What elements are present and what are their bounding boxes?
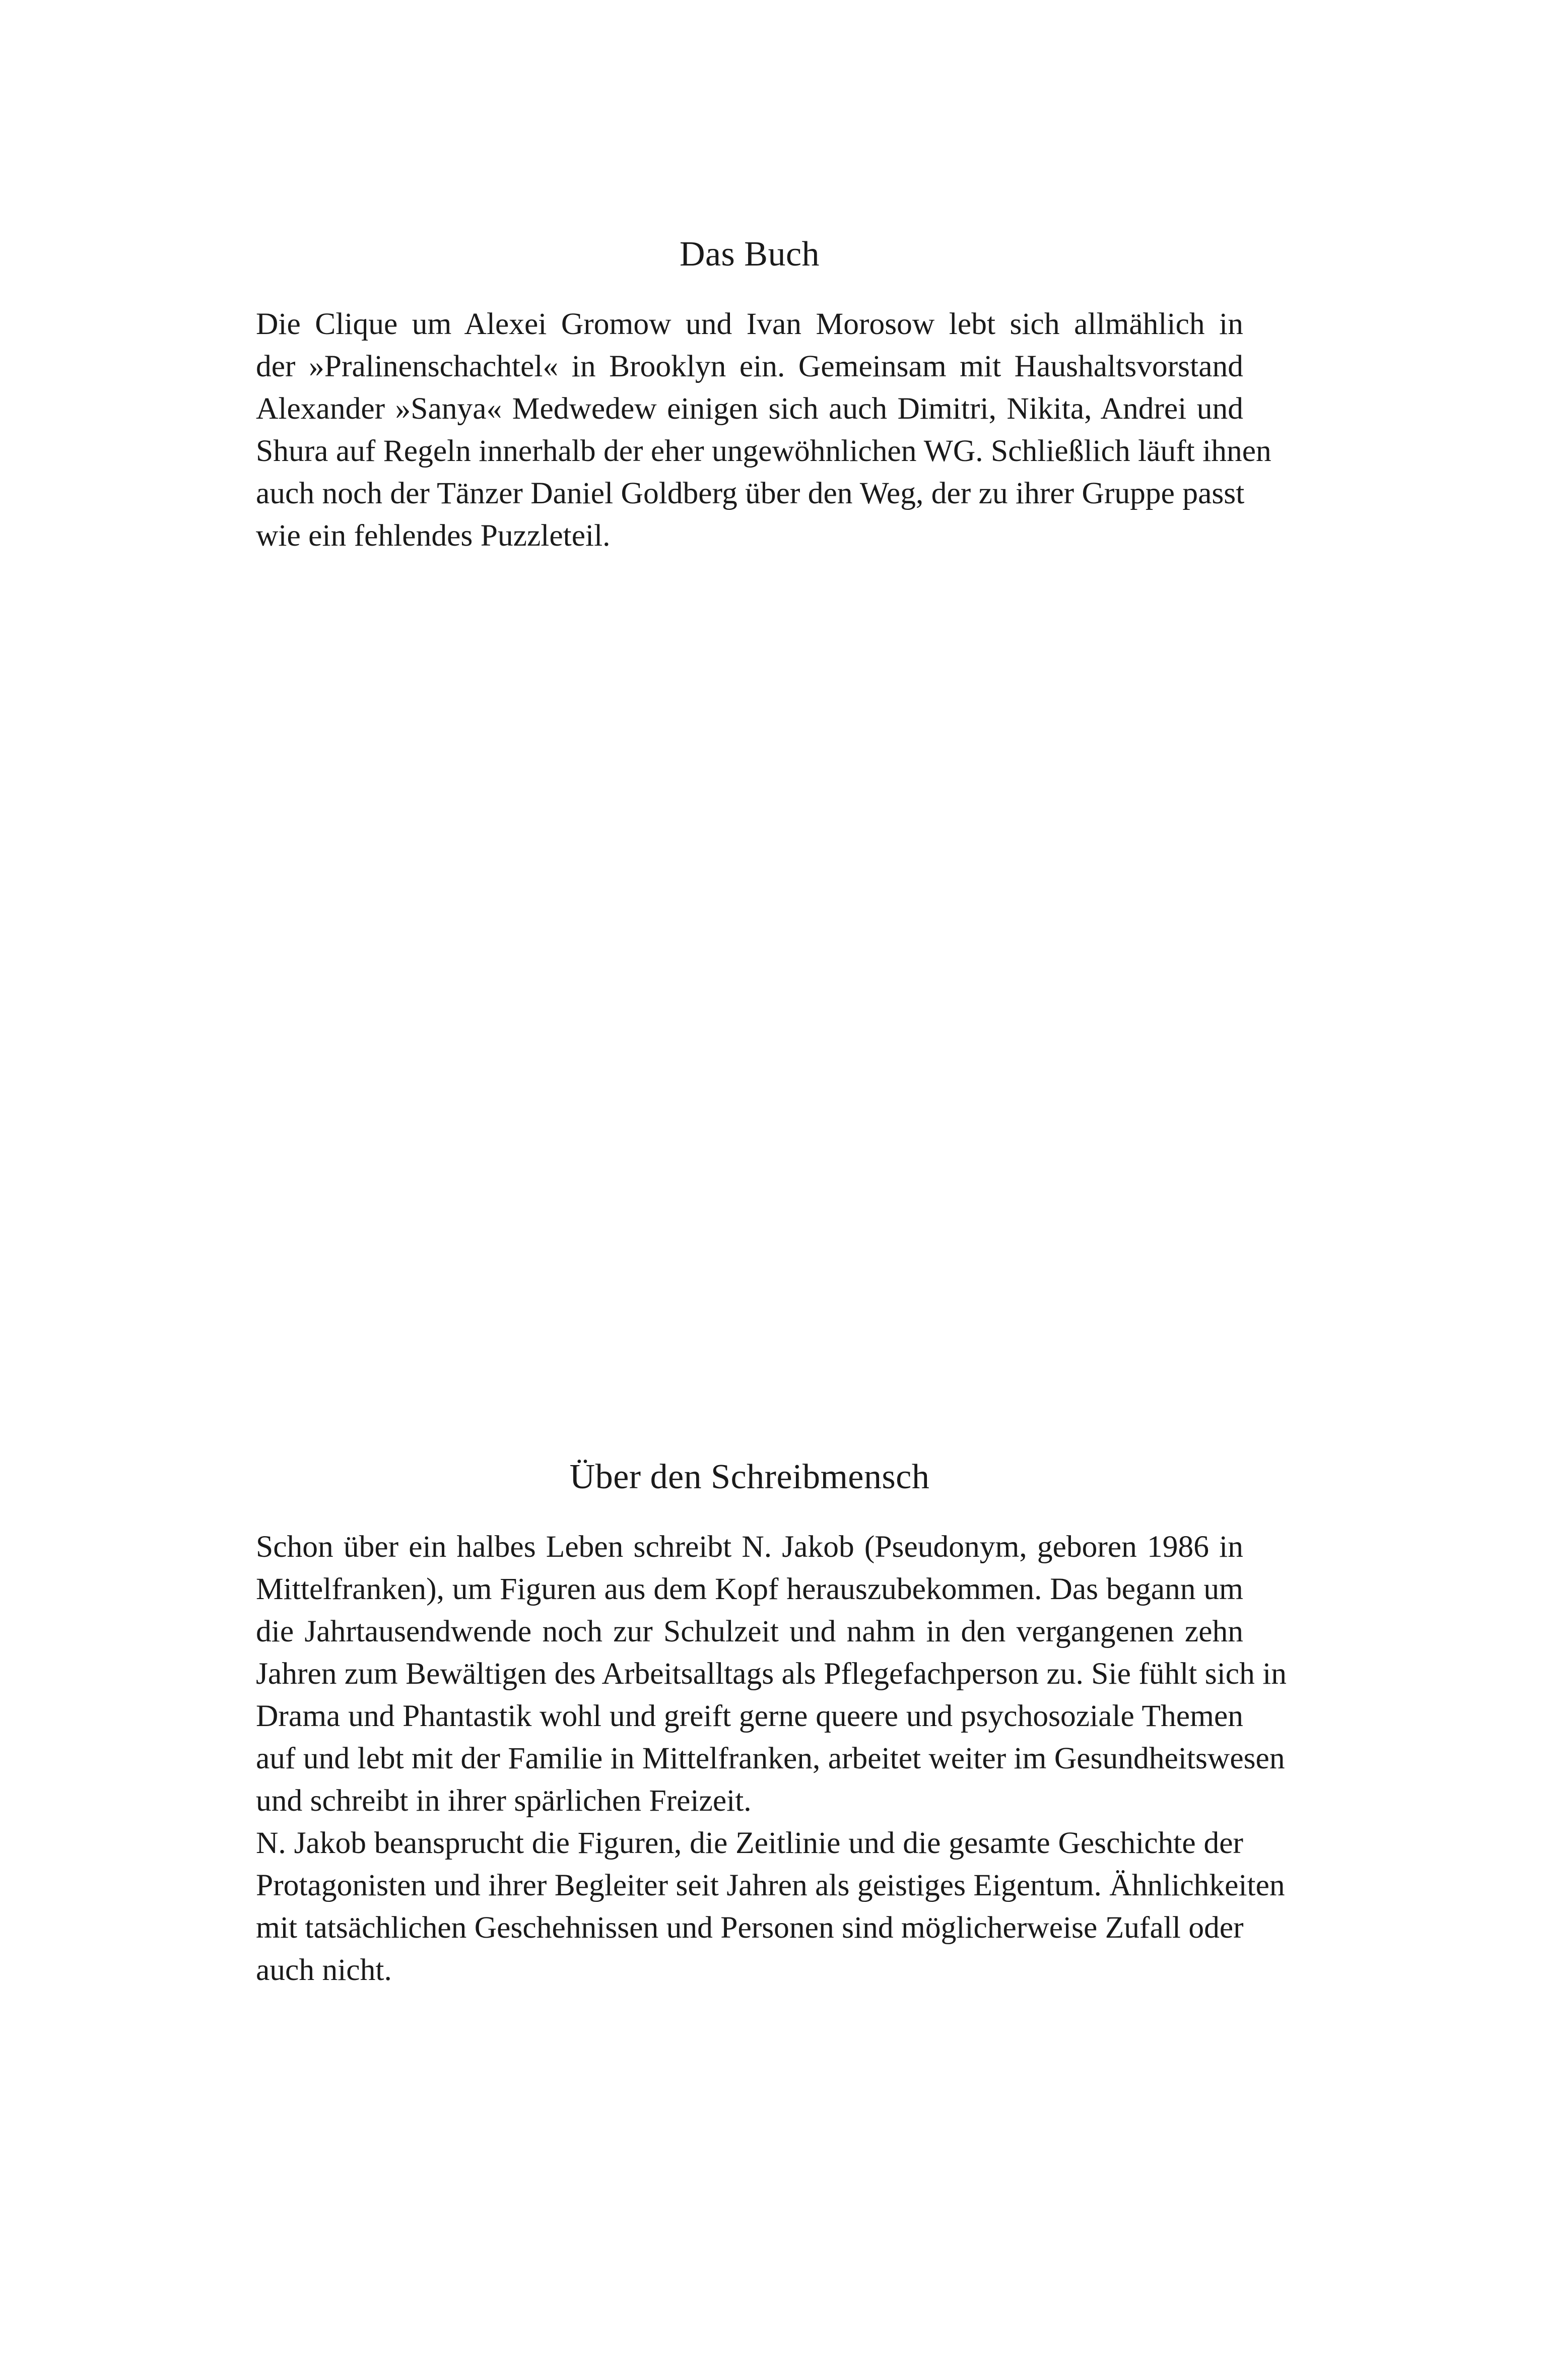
author-text-line: N. Jakob beansprucht die Figuren, die Zeitlinie und die gesamte Geschichte der xyxy=(256,1826,1243,1860)
book-section xyxy=(256,229,1271,557)
author-text-line: die Jahrtausendwende noch zur Schulzeit und nahm in den vergangenen zehn xyxy=(256,1614,1243,1648)
author-text-line: auch nicht. xyxy=(256,1953,392,1987)
book-text-line: wie ein fehlendes Puzzleteil. xyxy=(256,518,611,553)
book-text-line: Die Clique um Alexei Gromow und Ivan Morosow lebt sich allmählich in xyxy=(256,307,1243,341)
author-text-line: Schon über ein halbes Leben schreibt N. Jakob (Pseudonym, geboren 1986 in xyxy=(256,1530,1243,1564)
author-section xyxy=(256,1452,1287,1991)
author-text-line: Protagonisten und ihrer Begleiter seit Jahren als geistiges Eigentum. Ähnlichkeiten xyxy=(256,1868,1285,1902)
book-heading: Das Buch xyxy=(679,235,820,274)
book-text-line: der »Pralinenschachtel« in Brooklyn ein. Gemeinsam mit Haushaltsvorstand xyxy=(256,349,1243,383)
author-text-line: Mittelfranken), um Figuren aus dem Kopf herauszubekommen. Das begann um xyxy=(256,1572,1243,1606)
author-text-line: Drama und Phantastik wohl und greift gerne queere und psychosoziale Themen xyxy=(256,1699,1243,1733)
author-text-line: und schreibt in ihrer spärlichen Freizeit. xyxy=(256,1783,752,1818)
author-heading: Über den Schreibmensch xyxy=(569,1458,930,1496)
author-text-line: Jahren zum Bewältigen des Arbeitsalltags als Pflegefachperson zu. Sie fühlt sich in xyxy=(256,1657,1287,1691)
book-text-line: Shura auf Regeln innerhalb der eher ungewöhnlichen WG. Schließlich läuft ihnen xyxy=(256,434,1271,468)
book-text-line: Alexander »Sanya« Medwedew einigen sich auch Dimitri, Nikita, Andrei und xyxy=(256,391,1243,426)
author-text-line: mit tatsächlichen Geschehnissen und Personen sind möglicherweise Zufall oder xyxy=(256,1910,1244,1945)
author-text-line: auf und lebt mit der Familie in Mittelfranken, arbeitet weiter im Gesundheitswesen xyxy=(256,1741,1285,1775)
author-bio xyxy=(256,1526,1287,1991)
book-text-line: auch noch der Tänzer Daniel Goldberg über den Weg, der zu ihrer Gruppe passt xyxy=(256,476,1245,510)
book-description xyxy=(256,303,1271,557)
